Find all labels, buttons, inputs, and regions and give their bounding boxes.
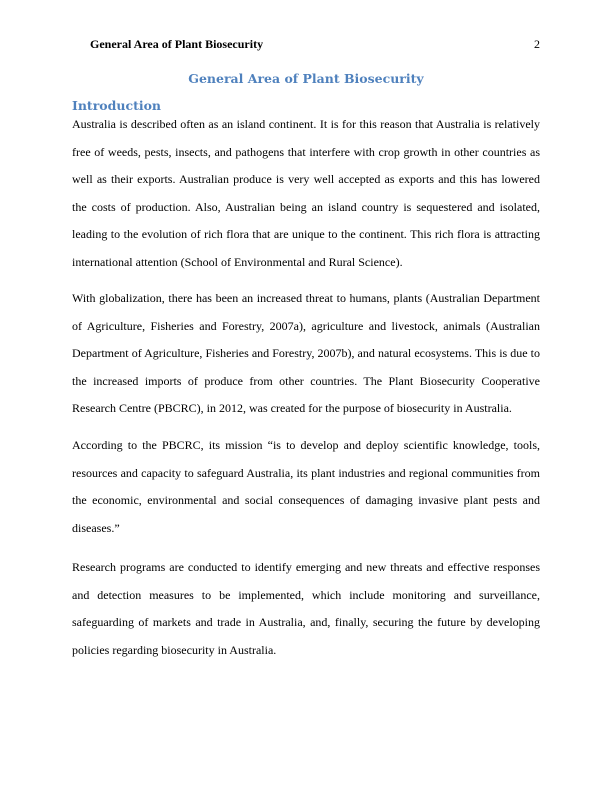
body-paragraph: Australia is described often as an island continent. It is for this reason that Australia is relatively free of weeds, pests, insects, and pathogens that interfere with crop growth in other countries as well as their exports. Australian produce is very well accepted as exports and this has lowered the costs of production. Also, Australian being an island country is sequestered and isolated, leading to the evolution of rich flora that are unique to the continent. This rich flora is attracting international attention (School of Environmental and Rural Science). xyxy=(72,117,540,269)
body-paragraph: According to the PBCRC, its mission “is to develop and deploy scientific knowledge, tools, resources and capacity to safeguard Australia, its plant industries and regional communities from the economic, environmental and social consequences of damaging invasive plant pests and diseases.” xyxy=(72,438,540,535)
section-heading-introduction: Introduction xyxy=(72,98,162,113)
body-paragraph: With globalization, there has been an increased threat to humans, plants (Australian Department of Agriculture, Fisheries and Forestry, 2007a), agriculture and livestock, animals (Australian Department of Agriculture, Fisheries and Forestry, 2007b), and natural ecosystems. This is due to the increased imports of produce from other countries. The Plant Biosecurity Cooperative Research Centre (PBCRC), in 2012, was created for the purpose of biosecurity in Australia. xyxy=(72,291,540,416)
running-head: General Area of Plant Biosecurity xyxy=(90,37,264,51)
body-paragraph: Research programs are conducted to identify emerging and new threats and effective responses and detection measures to be implemented, which include monitoring and surveillance, safeguarding of markets and trade in Australia, and, finally, securing the future by developing policies regarding biosecurity in Australia. xyxy=(72,560,540,657)
page-number: 2 xyxy=(534,37,540,51)
document-title: General Area of Plant Biosecurity xyxy=(188,71,424,86)
